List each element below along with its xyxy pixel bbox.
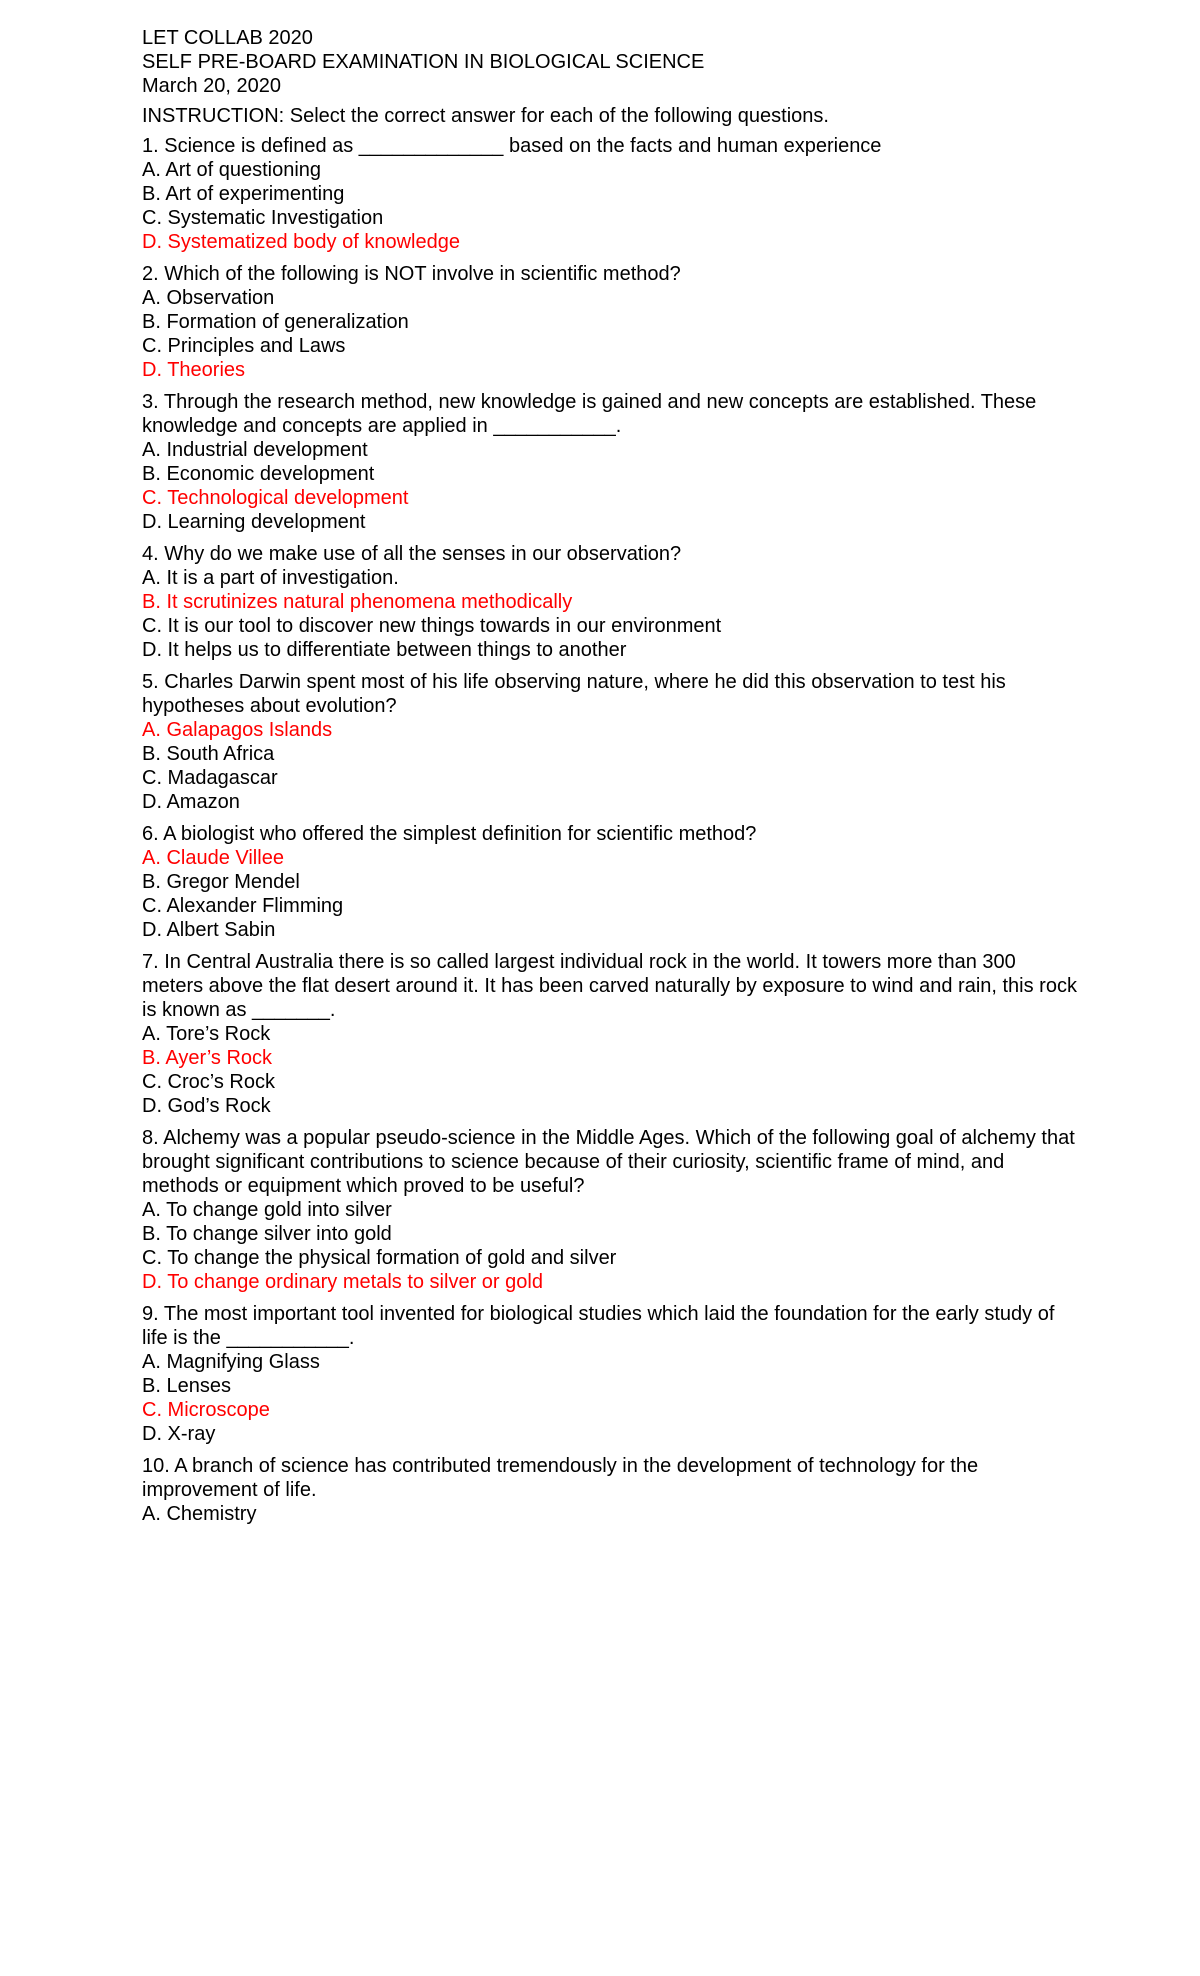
answer-choice: B. Economic development bbox=[142, 463, 375, 485]
answer-choice: A. It is a part of investigation. bbox=[142, 567, 399, 589]
question-stem: 9. The most important tool invented for biological studies which laid the foundation for the early study of life is the ___________. bbox=[142, 1303, 1055, 1349]
question-block bbox=[142, 670, 1082, 814]
correct-answer-choice: D. To change ordinary metals to silver or gold bbox=[142, 1271, 543, 1293]
correct-answer-choice: A. Claude Villee bbox=[142, 847, 284, 869]
question-block bbox=[142, 950, 1082, 1118]
question-block bbox=[142, 822, 1082, 942]
question-block bbox=[142, 390, 1082, 534]
answer-choice: D. It helps us to differentiate between things to another bbox=[142, 639, 627, 661]
answer-choice: C. To change the physical formation of gold and silver bbox=[142, 1247, 617, 1269]
answer-choice: C. Principles and Laws bbox=[142, 335, 346, 357]
question-stem: 2. Which of the following is NOT involve in scientific method? bbox=[142, 263, 681, 285]
answer-choice: C. Systematic Investigation bbox=[142, 207, 384, 229]
answer-choice: A. Industrial development bbox=[142, 439, 368, 461]
answer-choice: D. God’s Rock bbox=[142, 1095, 271, 1117]
question-stem: 7. In Central Australia there is so called largest individual rock in the world. It towers more than 300 meters above the flat desert around it. It has been carved naturally by exposure to wind and rain, this rock is known as _______. bbox=[142, 951, 1077, 1021]
answer-choice: B. Art of experimenting bbox=[142, 183, 345, 205]
answer-choice: B. Lenses bbox=[142, 1375, 231, 1397]
question-stem: 4. Why do we make use of all the senses in our observation? bbox=[142, 543, 682, 565]
answer-choice: B. Gregor Mendel bbox=[142, 871, 300, 893]
correct-answer-choice: B. Ayer’s Rock bbox=[142, 1047, 273, 1069]
answer-choice: D. Amazon bbox=[142, 791, 240, 813]
question-block bbox=[142, 262, 1082, 382]
answer-choice: A. Tore’s Rock bbox=[142, 1023, 271, 1045]
correct-answer-choice: C. Microscope bbox=[142, 1399, 270, 1421]
question-stem: 5. Charles Darwin spent most of his life observing nature, where he did this observation to test his hypotheses about evolution? bbox=[142, 671, 1006, 717]
answer-choice: C. Madagascar bbox=[142, 767, 278, 789]
correct-answer-choice: D. Systematized body of knowledge bbox=[142, 231, 460, 253]
answer-choice: B. Formation of generalization bbox=[142, 311, 409, 333]
exam-page bbox=[142, 26, 1082, 1534]
question-block bbox=[142, 1454, 1082, 1526]
exam-header bbox=[142, 26, 1082, 98]
answer-choice: C. Croc’s Rock bbox=[142, 1071, 275, 1093]
answer-choice: A. Art of questioning bbox=[142, 159, 322, 181]
question-block bbox=[142, 1126, 1082, 1294]
question-block bbox=[142, 542, 1082, 662]
question-stem: 8. Alchemy was a popular pseudo-science in the Middle Ages. Which of the following goal of alchemy that brought significant contributions to science because of their curiosity, scientific frame of mind, and methods or equipment which proved to be useful? bbox=[142, 1127, 1075, 1197]
answer-choice: A. Chemistry bbox=[142, 1503, 257, 1525]
correct-answer-choice: D. Theories bbox=[142, 359, 246, 381]
answer-choice: C. Alexander Flimming bbox=[142, 895, 344, 917]
answer-choice: B. To change silver into gold bbox=[142, 1223, 392, 1245]
question-block bbox=[142, 134, 1082, 254]
question-stem: 3. Through the research method, new knowledge is gained and new concepts are established. These knowledge and concepts are applied in ___________. bbox=[142, 391, 1037, 437]
question-block bbox=[142, 1302, 1082, 1446]
event-title: LET COLLAB 2020 bbox=[142, 27, 313, 49]
answer-choice: D. Learning development bbox=[142, 511, 366, 533]
correct-answer-choice: A. Galapagos Islands bbox=[142, 719, 333, 741]
exam-date: March 20, 2020 bbox=[142, 75, 281, 97]
answer-choice: A. Magnifying Glass bbox=[142, 1351, 320, 1373]
question-stem: 6. A biologist who offered the simplest definition for scientific method? bbox=[142, 823, 757, 845]
exam-title: SELF PRE-BOARD EXAMINATION IN BIOLOGICAL SCIENCE bbox=[142, 51, 705, 73]
answer-choice: C. It is our tool to discover new things towards in our environment bbox=[142, 615, 722, 637]
correct-answer-choice: C. Technological development bbox=[142, 487, 409, 509]
answer-choice: D. X-ray bbox=[142, 1423, 216, 1445]
question-stem: 10. A branch of science has contributed tremendously in the development of technology for the improvement of life. bbox=[142, 1455, 979, 1501]
answer-choice: D. Albert Sabin bbox=[142, 919, 276, 941]
answer-choice: A. Observation bbox=[142, 287, 275, 309]
correct-answer-choice: B. It scrutinizes natural phenomena methodically bbox=[142, 591, 573, 613]
instruction-text: INSTRUCTION: Select the correct answer for each of the following questions. bbox=[142, 105, 829, 127]
question-list bbox=[142, 134, 1082, 1526]
question-stem: 1. Science is defined as _____________ based on the facts and human experience bbox=[142, 135, 882, 157]
answer-choice: A. To change gold into silver bbox=[142, 1199, 392, 1221]
answer-choice: B. South Africa bbox=[142, 743, 275, 765]
